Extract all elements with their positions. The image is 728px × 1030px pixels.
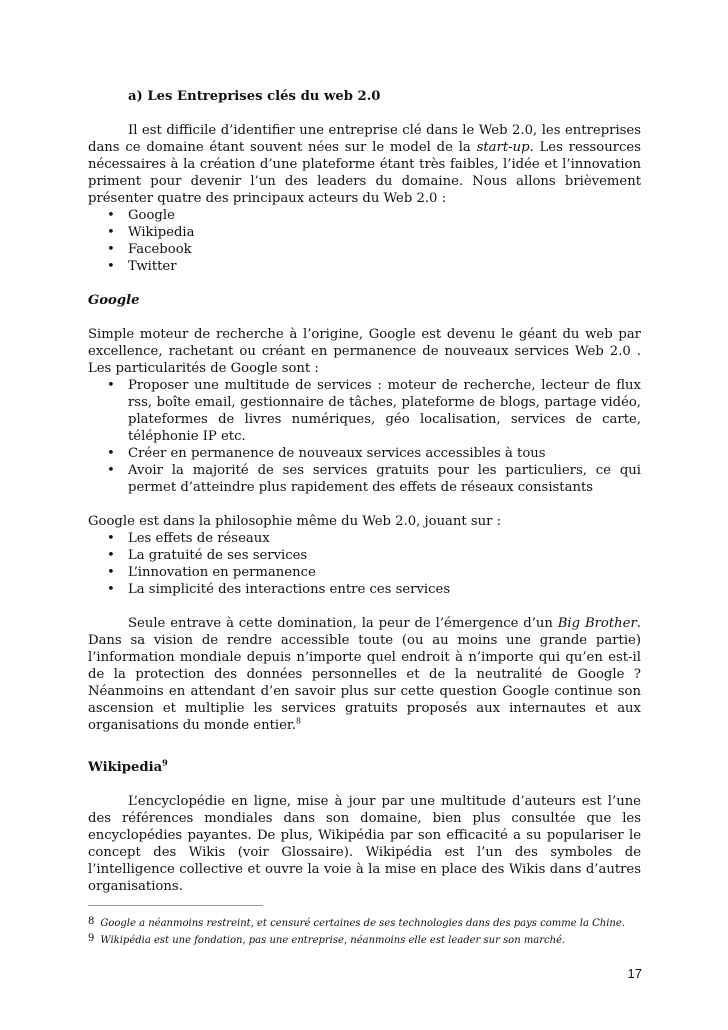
list-item: • La simplicité des interactions entre ces services	[107, 582, 451, 597]
list-item: • Wikipedia	[107, 225, 195, 240]
list-item: • Créer en permanence de nouveaux services accessibles à tous	[107, 446, 546, 461]
list-item: • La gratuité de ses services	[107, 548, 308, 563]
actors-list	[88, 207, 641, 275]
bullet-icon: •	[107, 582, 115, 597]
bullet-icon: •	[107, 378, 115, 393]
list-item: • Les effets de réseaux	[107, 531, 270, 546]
bullet-icon: •	[107, 531, 115, 546]
wikipedia-paragraph: L’encyclopédie en ligne, mise à jour par une multitude d’auteurs est l’une des références mondiales dans son domaine, bien plus consultée que les encyclopédies payantes. De plus, Wikipédia par son efficacité a su populariser le concept des Wikis (voir Glossaire). Wikipédia est l’un des symboles de l’intelligence collective et ouvre la voie à la mise en place des Wikis dans d’autres organisations.	[88, 794, 641, 894]
list-item: • Facebook	[107, 242, 192, 257]
google-philosophy-intro: Google est dans la philosophie même du Web 2.0, jouant sur :	[88, 514, 502, 529]
wikipedia-heading: Wikipedia$^9$	[88, 757, 168, 775]
document-page	[88, 88, 641, 948]
google-philosophy-list	[88, 530, 641, 598]
bullet-icon: •	[107, 225, 115, 240]
list-item: • Avoir la majorité de ses services gratuits pour les particuliers, ce qui permet d’atteindre plus rapidement des effets de réseaux consistants	[107, 463, 641, 495]
list-item: • Google	[107, 208, 175, 223]
footnote-ref-8[interactable]: 8	[295, 716, 302, 726]
google-intro: Simple moteur de recherche à l’origine, Google est devenu le géant du web par excellence, rachetant ou créant en permanence de nouveaux services Web 2.0 . Les particularités de Google sont :	[88, 327, 641, 376]
bullet-icon: •	[107, 463, 115, 478]
page-number: 17	[627, 966, 642, 981]
bullet-icon: •	[107, 446, 115, 461]
bullet-icon: •	[107, 208, 115, 223]
list-item: • Proposer une multitude de services : moteur de recherche, lecteur de flux rss, boîte email, gestionnaire de tâches, plateforme de blogs, partage vidéo, plateformes de livres numériques, géo localisation, services de carte, téléphonie IP etc.	[107, 378, 641, 444]
bullet-icon: •	[107, 565, 115, 580]
section-title: a) Les Entreprises clés du web 2.0	[128, 89, 381, 104]
footnote-divider	[88, 905, 263, 906]
bullet-icon: •	[107, 259, 115, 274]
footnote-9: 9 Wikipédia est une fondation, pas une entreprise, néanmoins elle est leader sur son marché.	[88, 933, 566, 946]
bullet-icon: •	[107, 548, 115, 563]
google-heading: Google	[88, 293, 140, 308]
footnote-8: 8 Google a néanmoins restreint, et censuré certaines de ses technologies dans des pays comme la Chine.	[88, 916, 625, 929]
footnote-ref-9[interactable]: 9	[162, 757, 168, 768]
list-item: • L’innovation en permanence	[107, 565, 316, 580]
list-item: • Twitter	[107, 259, 177, 274]
bullet-icon: •	[107, 242, 115, 257]
google-particularities-list	[88, 377, 641, 496]
google-closing-paragraph: Seule entrave à cette domination, la peur de l’émergence d’un Big Brother. Dans sa vision de rendre accessible toute (ou au moins une grande partie) l’information mondiale depuis n’importe quel endroit à n’importe qui qu’en est-il de la protection des données personnelles et de la neutralité de Google ? Néanmoins en attendant d’en savoir plus sur cette question Google continue son ascension et multiplie les services gratuits proposés aux internautes et aux organisations du monde entier.$^8$	[88, 616, 641, 733]
intro-paragraph: Il est difficile d’identifier une entreprise clé dans le Web 2.0, les entreprises dans ce domaine étant souvent nées sur le model de la start-up. Les ressources nécessaires à la création d’une plateforme étant très faibles, l’idée et l’innovation priment pour devenir l’un des leaders du domaine. Nous allons brièvement présenter quatre des principaux acteurs du Web 2.0 :	[88, 123, 642, 206]
